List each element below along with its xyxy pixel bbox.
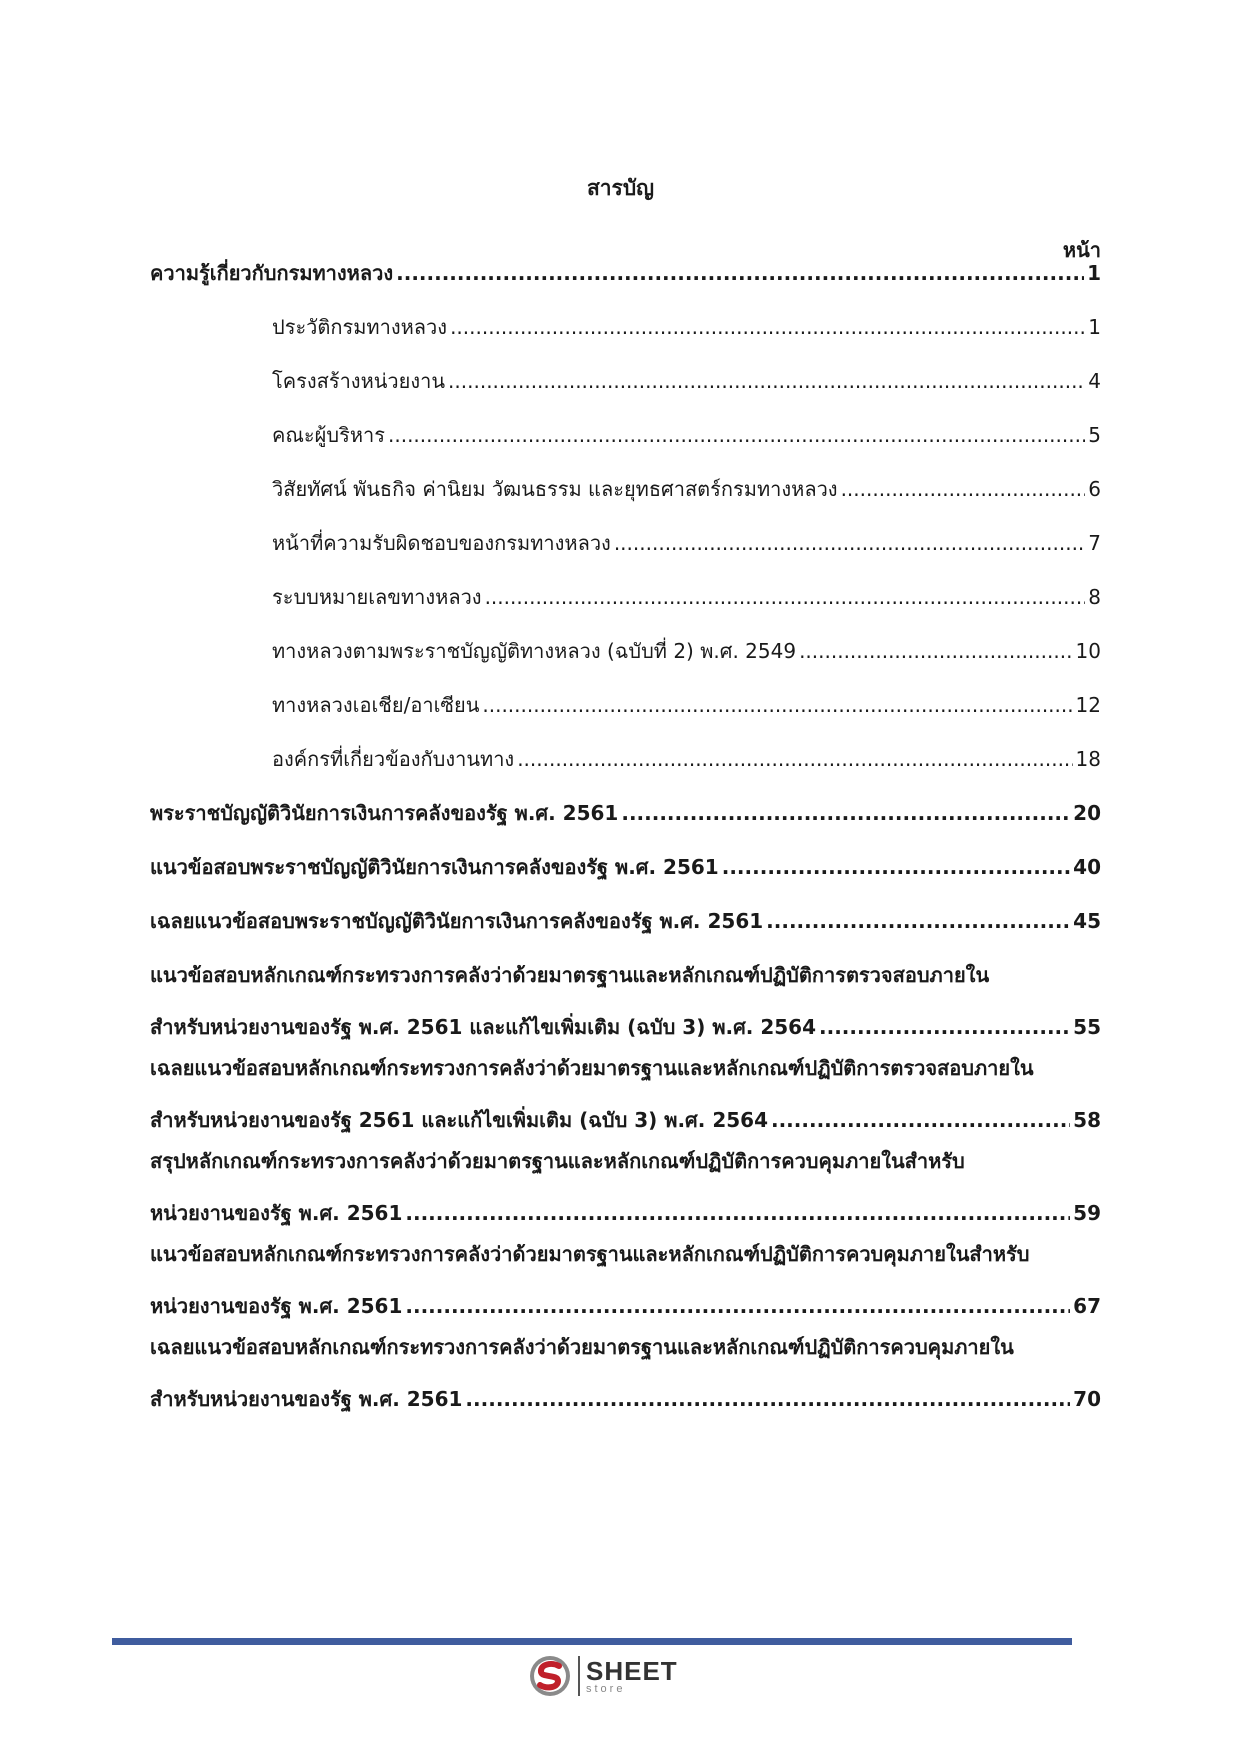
toc-entry[interactable]	[150, 852, 1101, 882]
toc-entry-title: โครงสร้างหน่วยงาน	[272, 369, 446, 393]
toc-entry-title: แนวข้อสอบหลักเกณฑ์กระทรวงการคลังว่าด้วยมาตรฐานและหลักเกณฑ์ปฏิบัติการตรวจสอบภายใน	[150, 963, 990, 987]
sheet-store-logo	[528, 1654, 678, 1698]
toc-dot-leader	[396, 258, 1084, 288]
toc-dot-leader	[482, 690, 1072, 720]
toc-page-number: 55	[1073, 1015, 1101, 1039]
toc-page-number: 20	[1073, 801, 1101, 825]
toc-entry-title: แนวข้อสอบพระราชบัญญัติวินัยการเงินการคลังของรัฐ พ.ศ. 2561	[150, 855, 719, 879]
toc-entry-title: เฉลยแนวข้อสอบหลักเกณฑ์กระทรวงการคลังว่าด้วยมาตรฐานและหลักเกณฑ์ปฏิบัติการควบคุมภายใน	[150, 1335, 1014, 1359]
toc-entry[interactable]	[272, 312, 1101, 342]
page-title: สารบัญ	[586, 176, 655, 200]
page-column-label: หน้า	[1062, 238, 1101, 262]
toc-page-number: 8	[1088, 585, 1101, 609]
toc-entry-title: สำหรับหน่วยงานของรัฐ 2561 และแก้ไขเพิ่มเติม (ฉบับ 3) พ.ศ. 2564	[150, 1108, 768, 1132]
toc-dot-leader	[722, 852, 1070, 882]
toc-entry[interactable]	[272, 528, 1101, 558]
toc-page-number: 40	[1073, 855, 1101, 879]
toc-entry-title: เฉลยแนวข้อสอบพระราชบัญญัติวินัยการเงินการคลังของรัฐ พ.ศ. 2561	[150, 909, 764, 933]
toc-entry-title: ระบบหมายเลขทางหลวง	[272, 585, 482, 609]
toc-dot-leader	[841, 474, 1086, 504]
toc-dot-leader	[405, 1198, 1070, 1228]
footer-rule	[112, 1638, 1072, 1645]
toc-page-number: 12	[1075, 693, 1101, 717]
toc-entry[interactable]	[150, 798, 1101, 828]
toc-entry[interactable]	[150, 1239, 1101, 1321]
logo-wordmark: SHEET	[586, 1655, 678, 1686]
toc-dot-leader	[819, 1012, 1070, 1042]
toc-entry-title: ความรู้เกี่ยวกับกรมทางหลวง	[150, 261, 394, 285]
logo-subtext: store	[586, 1682, 626, 1695]
toc-entry[interactable]	[272, 420, 1101, 450]
toc-entry[interactable]	[150, 1146, 1101, 1228]
toc-entry[interactable]	[272, 582, 1101, 612]
toc-page-number: 67	[1073, 1294, 1101, 1318]
toc-entry[interactable]	[272, 744, 1101, 774]
toc-entry-title: คณะผู้บริหาร	[272, 423, 385, 447]
toc-entry[interactable]	[150, 1332, 1101, 1414]
toc-page-number: 5	[1088, 423, 1101, 447]
toc-dot-leader	[799, 636, 1072, 666]
toc-dot-leader	[621, 798, 1070, 828]
toc-page-number: 10	[1075, 639, 1101, 663]
toc-entry-title: หน่วยงานของรัฐ พ.ศ. 2561	[150, 1294, 403, 1318]
toc-entry[interactable]	[150, 906, 1101, 936]
toc-page-number: 7	[1088, 531, 1101, 555]
toc-page-number: 59	[1073, 1201, 1101, 1225]
toc-dot-leader	[766, 906, 1070, 936]
toc-dot-leader	[485, 582, 1086, 612]
toc-entry[interactable]	[150, 258, 1101, 288]
toc-entry-title: สำหรับหน่วยงานของรัฐ พ.ศ. 2561 และแก้ไขเพิ่มเติม (ฉบับ 3) พ.ศ. 2564	[150, 1015, 817, 1039]
toc-entry-title: แนวข้อสอบหลักเกณฑ์กระทรวงการคลังว่าด้วยมาตรฐานและหลักเกณฑ์ปฏิบัติการควบคุมภายในสำหรับ	[150, 1242, 1030, 1266]
toc-entry-title: สรุปหลักเกณฑ์กระทรวงการคลังว่าด้วยมาตรฐานและหลักเกณฑ์ปฏิบัติการควบคุมภายในสำหรับ	[150, 1149, 965, 1173]
toc-entry-title: หน่วยงานของรัฐ พ.ศ. 2561	[150, 1201, 403, 1225]
toc-page-number: 6	[1088, 477, 1101, 501]
toc-entry-title: ทางหลวงเอเชีย/อาเซียน	[272, 693, 480, 717]
toc-dot-leader	[614, 528, 1085, 558]
toc-entry-title: เฉลยแนวข้อสอบหลักเกณฑ์กระทรวงการคลังว่าด้วยมาตรฐานและหลักเกณฑ์ปฏิบัติการตรวจสอบภายใน	[150, 1056, 1034, 1080]
toc-entry[interactable]	[272, 636, 1101, 666]
toc-page-number: 70	[1073, 1387, 1101, 1411]
toc-entry-title: ประวัติกรมทางหลวง	[272, 315, 448, 339]
toc-dot-leader	[405, 1291, 1070, 1321]
toc-entry-title: สำหรับหน่วยงานของรัฐ พ.ศ. 2561	[150, 1387, 463, 1411]
sheet-store-logo-icon	[528, 1654, 572, 1698]
logo-separator	[578, 1656, 580, 1696]
toc-entry[interactable]	[272, 690, 1101, 720]
toc-entry-title: องค์กรที่เกี่ยวข้องกับงานทาง	[272, 747, 515, 771]
toc-dot-leader	[517, 744, 1072, 774]
toc-entry-title: พระราชบัญญัติวินัยการเงินการคลังของรัฐ พ.ศ. 2561	[150, 801, 619, 825]
toc-entry[interactable]	[150, 1053, 1101, 1135]
toc-entry-title: วิสัยทัศน์ พันธกิจ ค่านิยม วัฒนธรรม และยุทธศาสตร์กรมทางหลวง	[272, 477, 838, 501]
toc-entry-title: ทางหลวงตามพระราชบัญญัติทางหลวง (ฉบับที่ 2) พ.ศ. 2549	[272, 639, 797, 663]
toc-page-number: 58	[1073, 1108, 1101, 1132]
toc-dot-leader	[450, 312, 1085, 342]
toc-page-number: 1	[1088, 315, 1101, 339]
toc-entry[interactable]	[272, 366, 1101, 396]
toc-entry[interactable]	[150, 960, 1101, 1042]
toc-page-number: 45	[1073, 909, 1101, 933]
toc-dot-leader	[465, 1384, 1070, 1414]
toc-entry-title: หน้าที่ความรับผิดชอบของกรมทางหลวง	[272, 531, 611, 555]
toc-dot-leader	[771, 1105, 1070, 1135]
toc-page-number: 18	[1075, 747, 1101, 771]
toc-page-number: 1	[1087, 261, 1101, 285]
toc-page-number: 4	[1088, 369, 1101, 393]
toc-dot-leader	[448, 366, 1085, 396]
toc-dot-leader	[388, 420, 1085, 450]
toc-entry[interactable]	[272, 474, 1101, 504]
